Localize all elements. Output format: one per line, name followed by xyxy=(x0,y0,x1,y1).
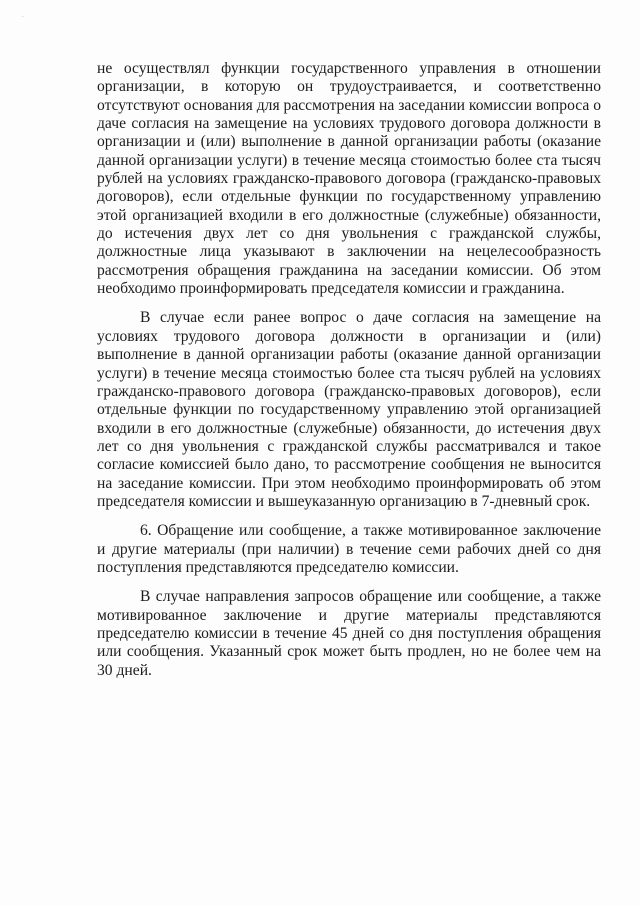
scan-corner-mark: · xyxy=(22,14,24,21)
document-body xyxy=(97,60,601,680)
paragraph-continuation: не осуществлял функции государственного управления в отношении организации, в которую он трудоустраивается, и соответственно отсутствуют основания для рассмотрения на заседании комиссии вопроса о даче согласия на замещение на условиях трудового договора должности в организации и (или) выполнение в данной организации работы (оказание данной организации услуги) в течение месяца стоимостью более ста тысяч рублей на условиях гражданско-правового договора (гражданско-правовых договоров), если отдельные функции по государственному управлению этой организацией входили в его должностные (служебные) обязанности, до истечения двух лет со дня увольнения с гражданской службы, должностные лица указывают в заключении на нецелесообразность рассмотрения обращения гражданина на заседании комиссии. Об этом необходимо проинформировать председателя комиссии и гражданина. xyxy=(97,60,601,298)
paragraph-item-6: 6. Обращение или сообщение, а также мотивированное заключение и другие материалы (при наличии) в течение семи рабочих дней со дня поступления представляются председателю комиссии. xyxy=(97,522,601,576)
paragraph-prior-consent: В случае если ранее вопрос о даче согласия на замещение на условиях трудового договора должности в организации и (или) выполнение в данной организации работы (оказание данной организации услуги) в течение месяца стоимостью более ста тысяч рублей на условиях гражданско-правового договора (гражданско-правовых договоров), если отдельные функции по государственному управлению этой организацией входили в его должностные (служебные) обязанности, до истечения двух лет со дня увольнения с гражданской службы рассматривался и такое согласие комиссией было дано, то рассмотрение сообщения не выносится на заседание комиссии. При этом необходимо проинформировать об этом председателя комиссии и вышеуказанную организацию в 7-дневный срок. xyxy=(97,309,601,510)
paragraph-requests-deadline: В случае направления запросов обращение или сообщение, а также мотивированное заключение и другие материалы представляются председателю комиссии в течение 45 дней со дня поступления обращения или сообщения. Указанный срок может быть продлен, но не более чем на 30 дней. xyxy=(97,588,601,679)
